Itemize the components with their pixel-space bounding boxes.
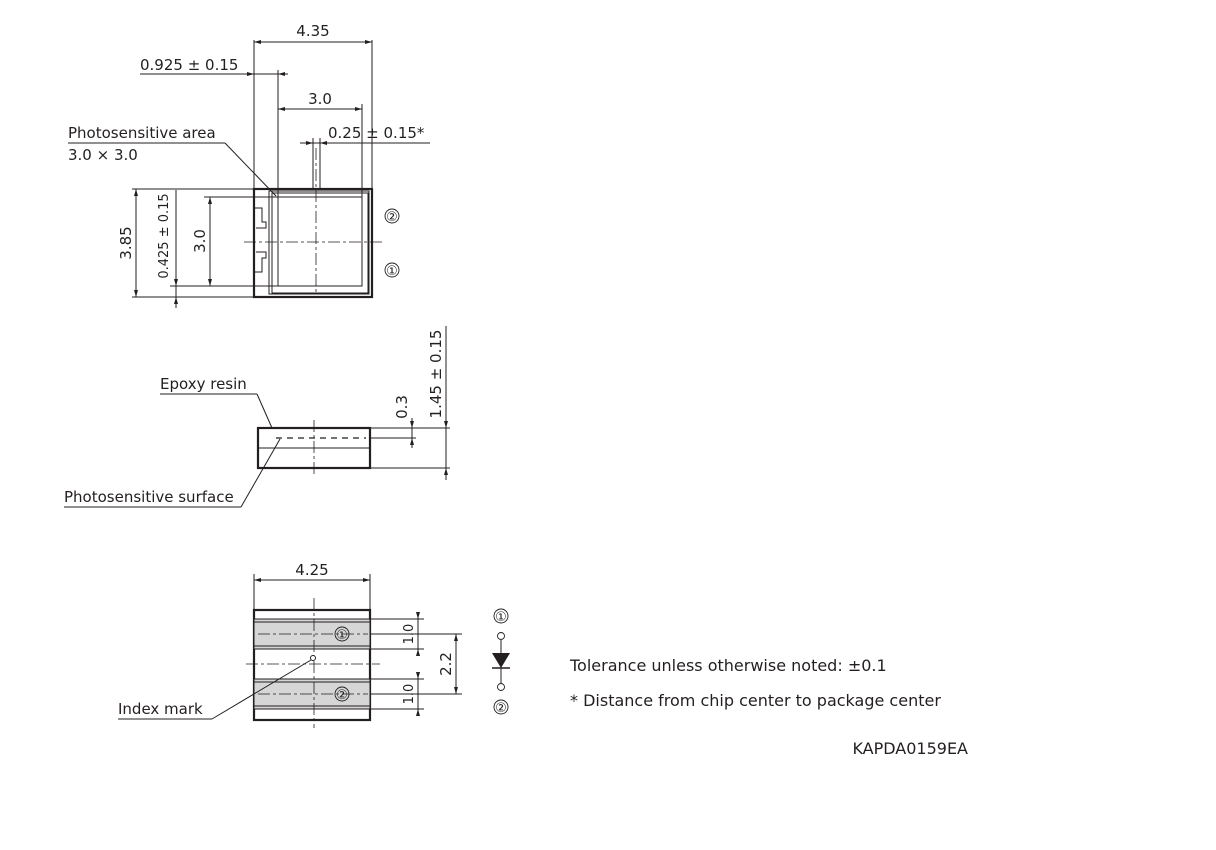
diode-symbol xyxy=(492,653,510,668)
index-label: Index mark xyxy=(118,700,203,718)
tolerance-note: Tolerance unless otherwise noted: ±0.1 xyxy=(570,656,887,675)
top-view xyxy=(68,22,430,308)
schematic-terminal-top xyxy=(498,633,505,640)
top-inner-frame xyxy=(269,191,369,294)
drawing-code: KAPDA0159EA xyxy=(852,739,968,758)
dim-pad1: 1.0 xyxy=(402,623,417,645)
schematic-terminal-bottom xyxy=(498,684,505,691)
top-inner-frame-2 xyxy=(272,193,368,293)
bottom-view xyxy=(118,561,462,728)
dim-chip-offset: 0.25 ± 0.15* xyxy=(328,124,425,142)
dim-pad2: 1.0 xyxy=(402,683,417,705)
dim-offset-left: 0.925 ± 0.15 xyxy=(140,56,239,74)
pad2-label: ② xyxy=(336,688,348,703)
surface-leader xyxy=(241,439,280,507)
dim-pitch: 2.2 xyxy=(437,652,455,676)
pin2-label: ② xyxy=(386,210,398,225)
area-label: Photosensitive area xyxy=(68,124,216,142)
top-tab-upper xyxy=(255,208,266,228)
schematic-pin1: ① xyxy=(495,610,507,625)
resin-label: Epoxy resin xyxy=(160,375,247,393)
dim-width-total: 4.35 xyxy=(296,22,330,40)
area-size: 3.0 × 3.0 xyxy=(68,146,138,164)
resin-leader xyxy=(257,394,272,428)
dim-resin-depth: 0.3 xyxy=(393,395,411,419)
dim-area-width: 3.0 xyxy=(308,90,332,108)
notes xyxy=(569,656,968,758)
photosensitive-area xyxy=(278,197,362,286)
diode-schematic xyxy=(492,609,510,716)
index-mark xyxy=(311,656,316,661)
pin1-label: ① xyxy=(386,264,398,279)
dim-offset-bottom: 0.425 ± 0.15 xyxy=(157,193,172,279)
footnote: * Distance from chip center to package center xyxy=(570,691,941,710)
schematic-pin2: ② xyxy=(495,701,507,716)
dim-side-height: 1.45 ± 0.15 xyxy=(427,329,445,419)
dim-area-height: 3.0 xyxy=(191,229,209,253)
side-view xyxy=(64,326,450,507)
area-leader xyxy=(225,143,276,196)
dim-bottom-width: 4.25 xyxy=(295,561,329,579)
top-tab-lower xyxy=(255,252,266,272)
surface-label: Photosensitive surface xyxy=(64,488,234,506)
dim-height-total: 3.85 xyxy=(117,226,135,260)
pad1-label: ① xyxy=(336,628,348,643)
